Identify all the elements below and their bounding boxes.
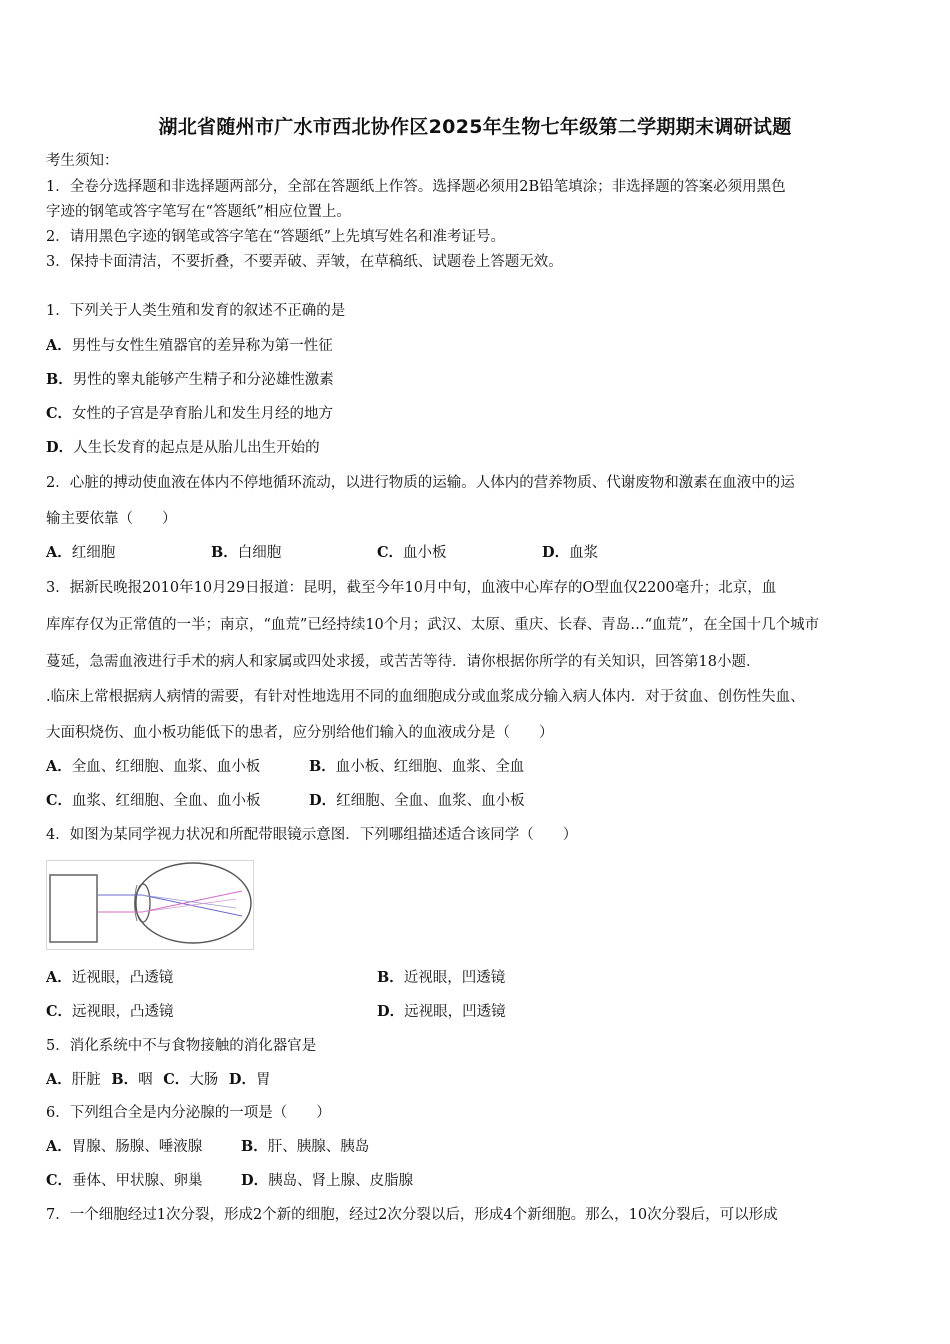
notice-item: 3．保持卡面清洁，不要折叠，不要弄破、弄皱，在草稿纸、试题卷上答题无效。 — [46, 254, 563, 270]
question-5-stem: 5．消化系统中不与食物接触的消化器官是 — [46, 1038, 317, 1054]
option-letter: B． — [111, 1071, 139, 1088]
question-1-option-b[interactable] — [46, 370, 334, 390]
notice-heading: 考生须知： — [46, 153, 119, 169]
question-5-option-a[interactable] — [46, 1072, 101, 1088]
option-text: 大肠 — [189, 1072, 219, 1088]
option-text: 垂体、甲状腺、卵巢 — [72, 1173, 203, 1189]
notice-item: 2．请用黑色字迹的钢笔或答字笔在“答题纸”上先填写姓名和准考证号。 — [46, 229, 506, 245]
option-text: 远视眼，凸透镜 — [72, 1004, 174, 1020]
question-4-option-a[interactable] — [46, 968, 173, 988]
question-1-option-d[interactable] — [46, 438, 320, 458]
option-text: 人生长发育的起点是从胎儿出生开始的 — [73, 440, 320, 456]
question-4-option-d[interactable] — [377, 1002, 506, 1022]
question-6-option-c[interactable] — [46, 1171, 203, 1191]
question-1-option-a[interactable] — [46, 336, 333, 356]
question-3-stem: 库库存仅为正常值的一半；南京，“血荒”已经持续10个月；武汉、太原、重庆、长春、青岛…“血荒”，在全国十几个城市 — [46, 617, 820, 633]
option-letter: A． — [46, 1138, 72, 1155]
question-2-option-b[interactable] — [211, 543, 281, 563]
notice-item: 字迹的钢笔或答字笔写在“答题纸”相应位置上。 — [46, 204, 351, 220]
question-6-stem: 6．下列组合全是内分泌腺的一项是（ ） — [46, 1105, 331, 1121]
option-text: 男性的睾丸能够产生精子和分泌雄性激素 — [72, 372, 334, 388]
question-4-option-b[interactable] — [377, 968, 505, 988]
question-3-option-d[interactable] — [309, 791, 525, 811]
question-6-option-d[interactable] — [241, 1171, 413, 1191]
option-text: 女性的子宫是孕育胎儿和发生月经的地方 — [72, 406, 334, 422]
option-text: 远视眼，凹透镜 — [404, 1004, 506, 1020]
option-letter: B． — [377, 969, 404, 986]
option-letter: A． — [46, 337, 72, 354]
question-6-option-a[interactable] — [46, 1137, 202, 1157]
question-3-option-c[interactable] — [46, 791, 261, 811]
question-2-option-c[interactable] — [377, 543, 447, 563]
option-letter: B． — [211, 544, 238, 561]
option-text: 肝脏 — [71, 1072, 101, 1088]
notice-item: 1．全卷分选择题和非选择题两部分，全部在答题纸上作答。选择题必须用2B铅笔填涂；非选择题的答案必须用黑色 — [46, 179, 786, 195]
option-letter: C． — [46, 1172, 73, 1189]
question-5-option-d[interactable] — [229, 1072, 271, 1088]
option-text: 近视眼，凸透镜 — [71, 970, 174, 986]
option-letter: D． — [241, 1172, 269, 1189]
question-1-option-c[interactable] — [46, 404, 333, 424]
question-3-stem: 大面积烧伤、血小板功能低下的患者，应分别给他们输入的血液成分是（ ） — [46, 725, 554, 741]
option-letter: D． — [228, 1071, 256, 1088]
option-letter: D． — [309, 792, 337, 809]
option-text: 血浆、红细胞、全血、血小板 — [72, 793, 261, 809]
option-letter: A． — [46, 544, 72, 561]
question-5-option-b[interactable] — [111, 1072, 152, 1088]
question-2-stem: 输主要依靠（ ） — [46, 511, 177, 527]
option-letter: A． — [46, 1071, 72, 1088]
option-letter: A． — [46, 969, 72, 986]
option-text: 红细胞、全血、血浆、血小板 — [336, 793, 525, 809]
option-letter: C． — [377, 544, 404, 561]
option-text: 红细胞 — [71, 545, 116, 561]
option-text: 近视眼，凹透镜 — [403, 970, 506, 986]
option-text: 咽 — [138, 1072, 153, 1088]
option-letter: A． — [46, 758, 72, 775]
option-text: 血小板 — [403, 545, 447, 561]
question-3-option-b[interactable] — [309, 757, 524, 777]
option-text: 全血、红细胞、血浆、血小板 — [71, 759, 261, 775]
option-text: 肝、胰腺、胰岛 — [267, 1139, 370, 1155]
question-6-option-b[interactable] — [241, 1137, 369, 1157]
question-2-option-d[interactable] — [542, 543, 598, 563]
option-letter: C． — [46, 1003, 73, 1020]
option-text: 胃 — [255, 1072, 271, 1088]
question-3-stem: 蔓延，急需血液进行手术的病人和家属或四处求援，或苦苦等待．请你根据你所学的有关知识，回答第18小题． — [46, 654, 761, 670]
question-3-option-a[interactable] — [46, 757, 260, 777]
option-text: 胃腺、肠腺、唾液腺 — [71, 1139, 203, 1155]
question-4-stem: 4．如图为某同学视力状况和所配带眼镜示意图．下列哪组描述适合该同学（ ） — [46, 827, 578, 843]
question-5-option-c[interactable] — [163, 1072, 218, 1088]
option-letter: D． — [377, 1003, 405, 1020]
option-letter: B． — [46, 371, 73, 388]
question-5-options — [46, 1070, 270, 1090]
option-text: 血浆 — [569, 545, 599, 561]
question-2-stem: 2．心脏的搏动使血液在体内不停地循环流动，以进行物质的运输。人体内的营养物质、代谢废物和激素在血液中的运 — [46, 475, 795, 491]
option-text: 胰岛、肾上腺、皮脂腺 — [268, 1173, 414, 1189]
option-text: 男性与女性生殖器官的差异称为第一性征 — [71, 338, 333, 354]
option-letter: C． — [46, 792, 73, 809]
option-letter: C． — [163, 1071, 190, 1088]
eye-lens-diagram — [46, 860, 254, 950]
question-1-stem: 1．下列关于人类生殖和发育的叙述不正确的是 — [46, 303, 346, 319]
question-2-option-a[interactable] — [46, 543, 115, 563]
question-3-stem: 3．据新民晚报2010年10月29日报道：昆明，截至今年10月中旬，血液中心库存的O型血仅2200毫升；北京，血 — [46, 580, 777, 596]
option-text: 白细胞 — [237, 545, 282, 561]
page-title: 湖北省随州市广水市西北协作区2025年生物七年级第二学期期末调研试题 — [158, 116, 792, 138]
option-text: 血小板、红细胞、血浆、全血 — [335, 759, 525, 775]
option-letter: D． — [46, 439, 74, 456]
question-3-stem: .临床上常根据病人病情的需要，有针对性地选用不同的血细胞成分或血浆成分输入病人体内．对于贫血、创伤性失血、 — [46, 689, 805, 705]
option-letter: B． — [241, 1138, 268, 1155]
question-4-option-c[interactable] — [46, 1002, 174, 1022]
option-letter: B． — [309, 758, 336, 775]
option-letter: C． — [46, 405, 73, 422]
question-7-stem: 7．一个细胞经过1次分裂，形成2个新的细胞，经过2次分裂以后，形成4个新细胞。那么，10次分裂后，可以形成 — [46, 1207, 778, 1223]
option-letter: D． — [542, 544, 570, 561]
